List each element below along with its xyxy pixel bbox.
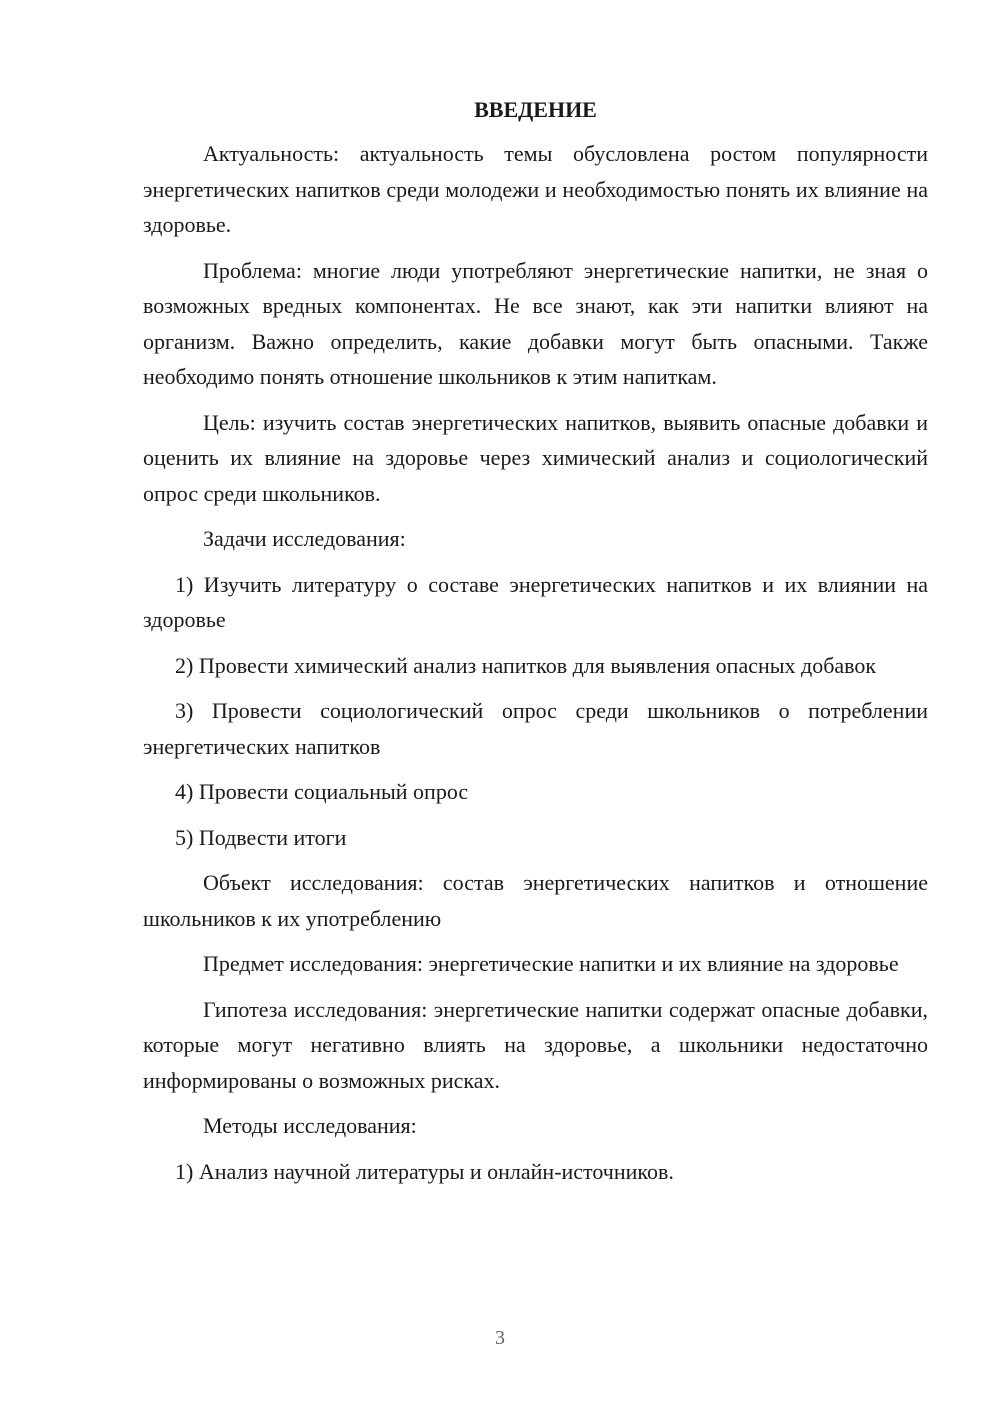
task-item-3: 3) Провести социологический опрос среди школьников о потреблении энергетических напитков xyxy=(143,698,928,759)
paragraph-tasks-heading: Задачи исследования: xyxy=(203,526,406,551)
task-item-4: 4) Провести социальный опрос xyxy=(175,779,469,804)
paragraph-hypothesis: Гипотеза исследования: энергетические напитки содержат опасные добавки, которые могут негативно влиять на здоровье, а школьники недостаточно информированы о возможных рисках. xyxy=(143,996,928,1093)
page-number: 3 xyxy=(495,1327,505,1349)
paragraph-relevance: Актуальность: актуальность темы обусловлена ростом популярности энергетических напитков среди молодежи и необходимостью понять их влияние на здоровье. xyxy=(143,141,928,237)
page-title: ВВЕДЕНИЕ xyxy=(474,97,597,122)
paragraph-goal: Цель: изучить состав энергетических напитков, выявить опасные добавки и оценить их влияние на здоровье через химический анализ и социологический опрос среди школьников. xyxy=(143,409,928,506)
task-item-1: 1) Изучить литературу о составе энергетических напитков и их влиянии на здоровье xyxy=(143,571,928,632)
paragraph-problem: Проблема: многие люди употребляют энергетические напитки, не зная о возможных вредных компонентах. Не все знают, как эти напитки влияют на организм. Важно определить, какие добавки могут быть опасными. Также необходимо понять отношение школьников к этим напиткам. xyxy=(143,257,928,389)
method-item-1: 1) Анализ научной литературы и онлайн-источников. xyxy=(175,1158,674,1184)
paragraph-methods-heading: Методы исследования: xyxy=(203,1113,417,1138)
paragraph-object: Объект исследования: состав энергетических напитков и отношение школьников к их употреблению xyxy=(143,870,928,931)
task-item-5: 5) Подвести итоги xyxy=(175,824,347,850)
paragraph-subject: Предмет исследования: энергетические напитки и их влияние на здоровье xyxy=(203,951,899,976)
document-page xyxy=(143,94,928,1199)
task-item-2: 2) Провести химический анализ напитков для выявления опасных добавок xyxy=(175,652,877,678)
